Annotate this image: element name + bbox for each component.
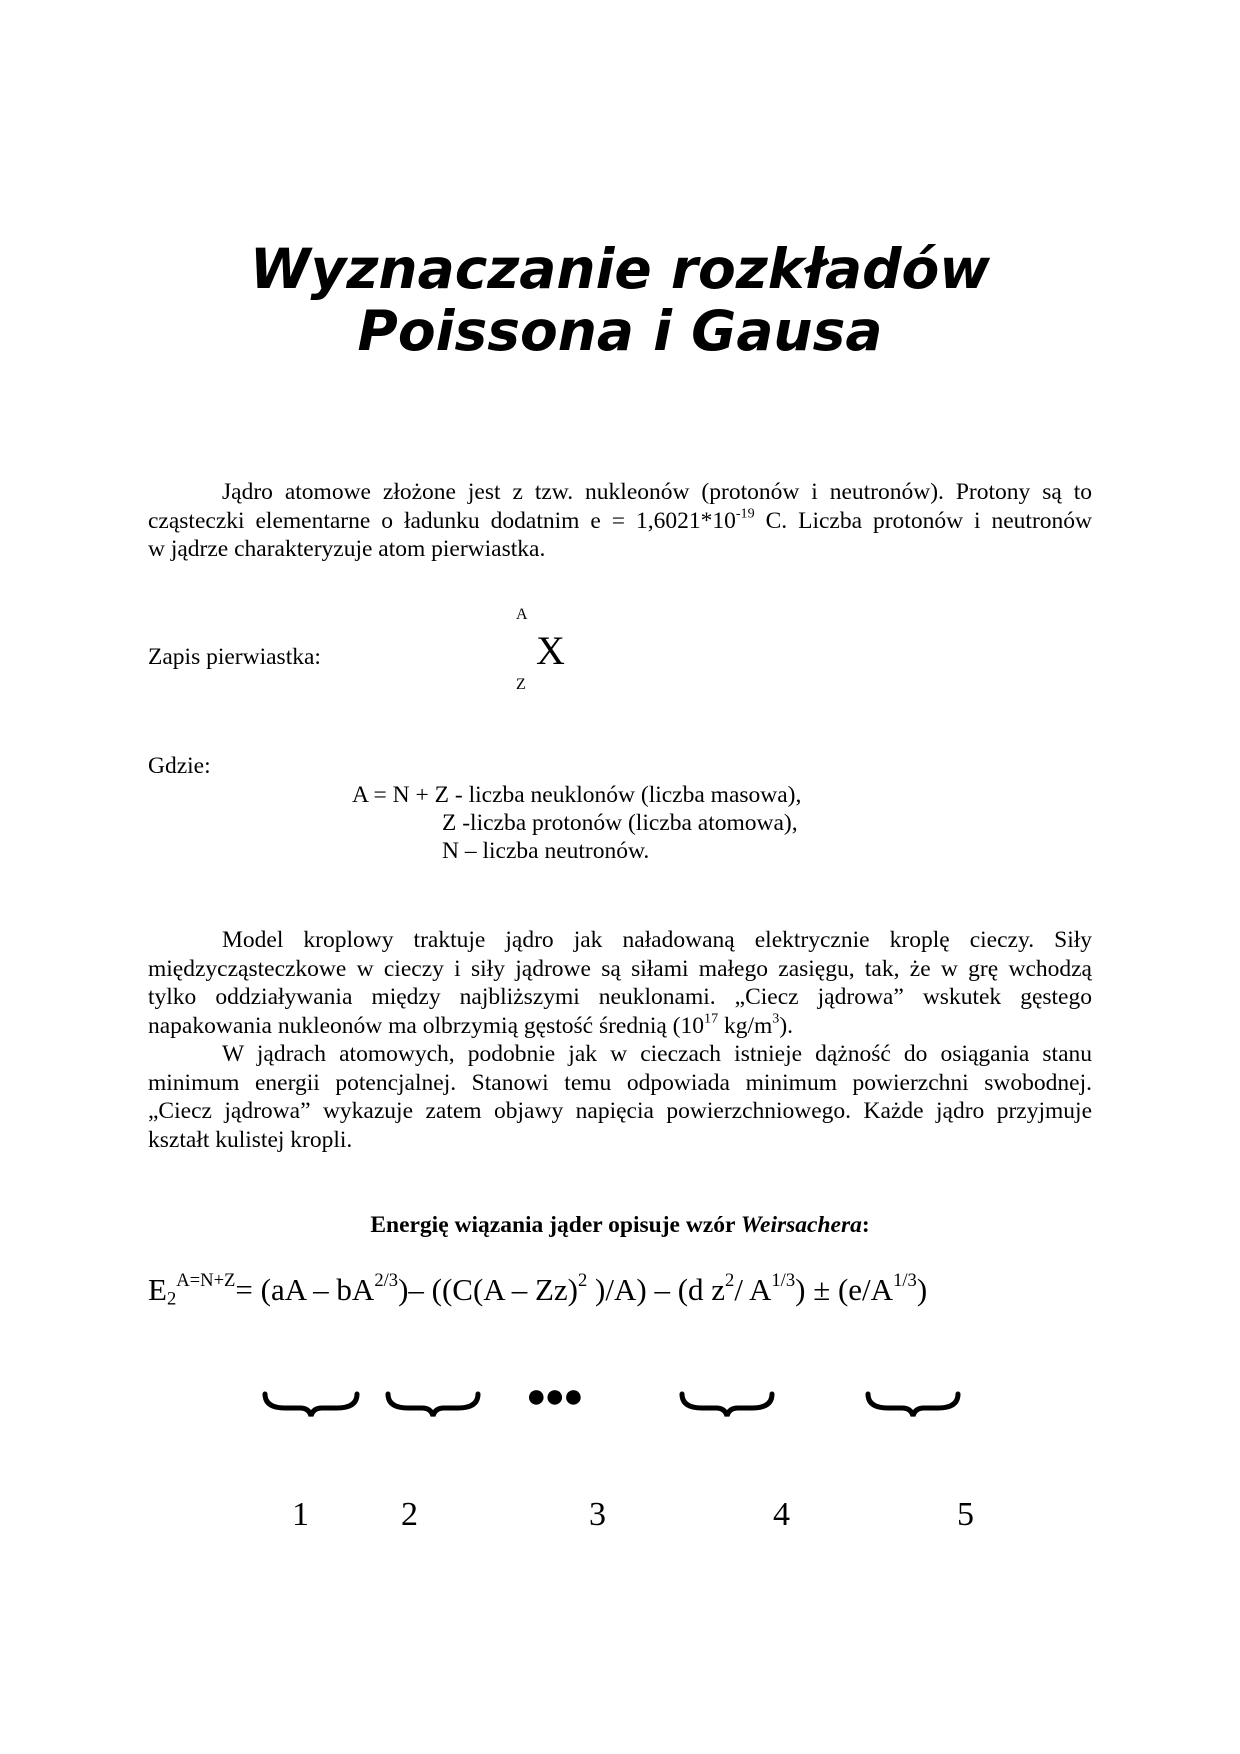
title-line-2: Poissona i Gausa [357, 299, 883, 363]
model-line-2: międzycząsteczkowe w cieczy i siły jądrowe są siłami małego zasięgu, tak, że w grę wchodzą [148, 955, 1092, 982]
intro-line-1: Jądro atomowe złożone jest z tzw. nukleonów (protonów i neutronów). Protony są to [222, 479, 1092, 505]
term-label-3: 3 [589, 1496, 606, 1533]
term-label-2: 2 [401, 1496, 418, 1533]
where-item-1: A = N + Z - liczba neuklonów (liczba masowa), [352, 782, 802, 808]
model-line-5: W jądrach atomowych, podobnie jak w cieczach istnieje dążność do osiągania stanu [222, 1041, 1092, 1067]
term-label-1: 1 [292, 1496, 309, 1533]
model-line-4: napakowania nukleonów ma olbrzymią gęstość średnią ($10^{17}$ $kg/m^3$). [148, 1009, 794, 1039]
where-item-3: N – liczba neutronów. [442, 838, 650, 864]
model-line-1: Model kroplowy traktuje jądro jak naładowaną elektrycznie kroplę cieczy. Siły [222, 927, 1092, 953]
where-label: Gdzie: [148, 753, 211, 779]
intro-line-3: w jądrze charakteryzuje atom pierwiastka. [148, 536, 546, 562]
model-line-8: kształt kulistej kropli. [148, 1126, 353, 1153]
model-line-7: „Ciecz jądrowa” wykazuje zatem objawy napięcia powierzchniowego. Każde jądro przyjmuje [148, 1098, 1092, 1124]
element-symbol: X [536, 628, 565, 673]
atomic-number: Z [516, 676, 526, 693]
model-line-3: tylko oddziaływania między najbliższymi neuklonami. „Ciecz jądrowa” wskutek gęstego [148, 984, 1092, 1010]
model-line-6: minimum energii potencjalnej. Stanowi temu odpowiada minimum powierzchni swobodnej. [148, 1069, 1092, 1096]
intro-paragraph [148, 478, 1092, 564]
where-item-2: Z -liczba protonów (liczba atomowa), [442, 810, 798, 836]
energy-heading: Energię wiązania jąder opisuje wzór Weirsachera: [370, 1212, 870, 1238]
model-paragraph [148, 926, 1092, 1154]
charge-exponent: -19 [735, 504, 755, 521]
mass-number: A [516, 606, 528, 623]
term-brace-5 [868, 1394, 958, 1416]
term-brace-1 [265, 1394, 357, 1416]
weizsacker-formula: $E_2^{A=N+Z}= (aA - bA^{2/3})-$ ((C(A – Zz)$^2$ )/A) – (d $z^2/$ $A^{1/3}) \pm (e/A^{1/3})$ [148, 1270, 928, 1310]
intro-line-2: cząsteczki elementarne o ładunku dodatnim $e = 1,6021*10^{-19}$ C. Liczba protonów i neutronów [148, 504, 1092, 534]
term-brace-4 [682, 1394, 772, 1416]
term-3-dots: ●●● [526, 1378, 582, 1415]
title-line-1: Wyznaczanie rozkładów [249, 237, 991, 301]
term-brace-2 [388, 1394, 478, 1416]
term-braces [0, 1386, 1240, 1426]
term-label-4: 4 [773, 1496, 790, 1533]
notation-label: Zapis pierwiastka: [148, 644, 321, 670]
term-label-5: 5 [957, 1496, 974, 1533]
